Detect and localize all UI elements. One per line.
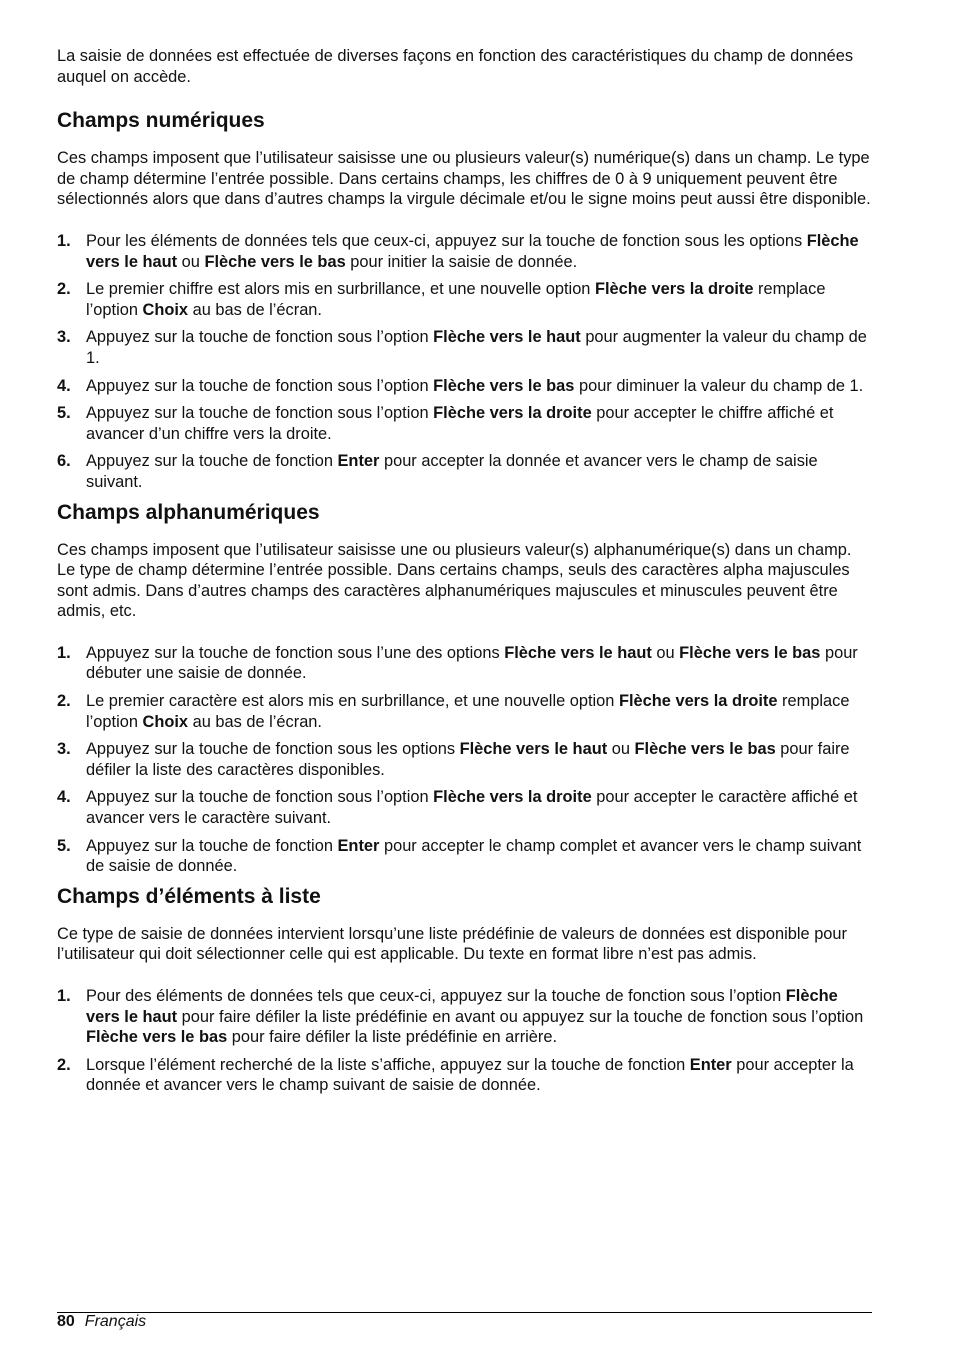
step-text: pour initier la saisie de donnée. (345, 252, 578, 271)
option-name: Flèche vers le haut (433, 328, 581, 347)
step-number: 1. (57, 643, 71, 662)
page-number: 80 (57, 1313, 75, 1330)
step-text: pour accepter la donnée et avancer vers le champ suivant de saisie de donnée. (86, 1055, 854, 1095)
footer-divider (57, 1312, 872, 1313)
footer-language: Français (84, 1313, 147, 1330)
step-text: Lorsque l’élément recherché de la liste s’affiche, appuyez sur la touche de fonction (86, 1055, 690, 1074)
steps-list (57, 231, 872, 493)
list-item (57, 1055, 872, 1096)
step-number: 5. (57, 836, 71, 855)
intro-paragraph: La saisie de données est effectuée de diverses façons en fonction des caractéristiques du champ de données auquel on accède. (57, 47, 854, 86)
option-name: Flèche vers la droite (594, 280, 754, 299)
step-number: 3. (57, 328, 71, 347)
option-name: Enter (337, 452, 380, 471)
step-text: Appuyez sur la touche de fonction sous l’option (86, 404, 434, 423)
step-text: pour débuter une saisie de donnée. (86, 643, 858, 683)
option-name: Flèche vers le haut (504, 643, 652, 662)
list-item (57, 739, 872, 780)
page-footer (57, 1312, 146, 1332)
section-list-items (57, 884, 872, 1096)
step-text: Appuyez sur la touche de fonction sous les options (86, 740, 460, 759)
list-item (57, 643, 872, 684)
step-text: pour faire défiler la liste prédéfinie en arrière. (227, 1028, 558, 1047)
step-number: 2. (57, 1055, 71, 1074)
step-number: 4. (57, 376, 71, 395)
step-text: pour faire défiler la liste prédéfinie en avant ou appuyez sur la touche de fonction sous l’option (177, 1007, 864, 1026)
step-text: au bas de l’écran. (188, 712, 322, 731)
step-text: Appuyez sur la touche de fonction sous l’une des options (86, 643, 505, 662)
step-text: au bas de l’écran. (188, 300, 322, 319)
step-number: 6. (57, 452, 71, 471)
step-number: 1. (57, 987, 71, 1005)
step-text: pour accepter le caractère affiché et avancer vers le caractère suivant. (86, 788, 858, 828)
step-text: pour faire défiler la liste des caractères disponibles. (86, 740, 850, 779)
step-number: 1. (57, 231, 71, 250)
step-text: Pour des éléments de données tels que ceux-ci, appuyez sur la touche de fonction sous l’option (86, 987, 786, 1005)
list-item (57, 451, 872, 492)
option-name: Enter (689, 1055, 732, 1074)
step-text: pour diminuer la valeur du champ de 1. (574, 376, 864, 395)
step-text: ou (607, 740, 635, 759)
section-heading: Champs numériques (57, 109, 265, 133)
option-name: Flèche vers la droite (433, 404, 592, 423)
step-text: remplace l’option (86, 280, 826, 319)
section-paragraph: Ce type de saisie de données intervient lorsqu’une liste prédéfinie de valeurs de données est disponible pour l’utilisateur qui doit sélectionner celle qui est applicable. Du texte en format libre n’est pas admis. (57, 924, 847, 964)
step-number: 2. (57, 692, 71, 711)
option-name: Enter (337, 836, 380, 855)
step-text: Appuyez sur la touche de fonction (86, 836, 338, 855)
list-item (57, 231, 872, 272)
list-item (57, 376, 872, 397)
list-item (57, 327, 872, 368)
step-text: ou (177, 252, 205, 271)
section-paragraph: Ces champs imposent que l’utilisateur saisisse une ou plusieurs valeur(s) alphanumérique(s) dans un champ. Le type de champ détermine l’entrée possible. Dans certains champs, seuls des caractères alpha majuscules sont admis. Dans d’autres champs des caractères alphanumériques majuscules et minuscules peuvent être admis, etc. (57, 540, 852, 621)
step-text: remplace l’option (86, 692, 850, 731)
step-text: pour accepter le chiffre affiché et avancer d’un chiffre vers la droite. (86, 404, 834, 443)
step-text: pour accepter la donnée et avancer vers le champ de saisie suivant. (86, 452, 818, 491)
list-item (57, 403, 872, 444)
step-text: Appuyez sur la touche de fonction sous l’option (86, 328, 434, 347)
option-name: Flèche vers la droite (433, 788, 592, 807)
step-text: Appuyez sur la touche de fonction (86, 452, 338, 471)
list-item (57, 836, 872, 877)
section-numeric (57, 108, 872, 492)
steps-list (57, 643, 872, 877)
option-name: Flèche vers le bas (433, 376, 575, 395)
list-item (57, 279, 872, 320)
step-number: 2. (57, 280, 71, 299)
option-name: Flèche vers le bas (679, 643, 821, 662)
step-text: ou (651, 643, 680, 662)
step-number: 3. (57, 740, 71, 759)
step-text: Pour les éléments de données tels que ceux-ci, appuyez sur la touche de fonction sous les options (86, 231, 807, 250)
step-number: 4. (57, 788, 71, 807)
section-heading: Champs alphanumériques (57, 500, 320, 524)
step-text: Appuyez sur la touche de fonction sous l’option (86, 376, 434, 395)
section-paragraph: Ces champs imposent que l’utilisateur saisisse une ou plusieurs valeur(s) numérique(s) dans un champ. Le type de champ détermine l’entrée possible. Dans certains champs, les chiffres de 0 à 9 uniquement peuvent être sélectionnés alors que dans d’autres champs la virgule décimale et/ou le signe moins peut aussi être disponible. (57, 149, 871, 209)
list-item (57, 691, 872, 732)
step-text: Appuyez sur la touche de fonction sous l’option (86, 788, 434, 807)
step-text: pour accepter le champ complet et avancer vers le champ suivant de saisie de donnée. (86, 836, 862, 876)
option-name: Flèche vers le haut (459, 740, 608, 759)
step-text: pour augmenter la valeur du champ de 1. (86, 328, 867, 367)
step-text: Le premier chiffre est alors mis en surbrillance, et une nouvelle option (86, 280, 595, 299)
option-name: Flèche vers le bas (634, 740, 776, 759)
option-name: Flèche vers le haut (86, 987, 838, 1026)
option-name: Flèche vers le haut (86, 231, 859, 271)
step-number: 5. (57, 404, 71, 423)
list-item (57, 787, 872, 828)
step-text: Le premier caractère est alors mis en surbrillance, et une nouvelle option (86, 692, 619, 711)
list-item (57, 986, 872, 1048)
option-name: Flèche vers le bas (204, 252, 346, 271)
page-content (57, 46, 872, 1103)
section-alphanumeric (57, 500, 872, 877)
option-name: Choix (142, 712, 189, 731)
steps-list (57, 986, 872, 1096)
option-name: Flèche vers le bas (86, 1028, 228, 1047)
section-heading: Champs d’éléments à liste (57, 884, 321, 908)
option-name: Flèche vers la droite (618, 692, 778, 711)
option-name: Choix (142, 300, 189, 319)
